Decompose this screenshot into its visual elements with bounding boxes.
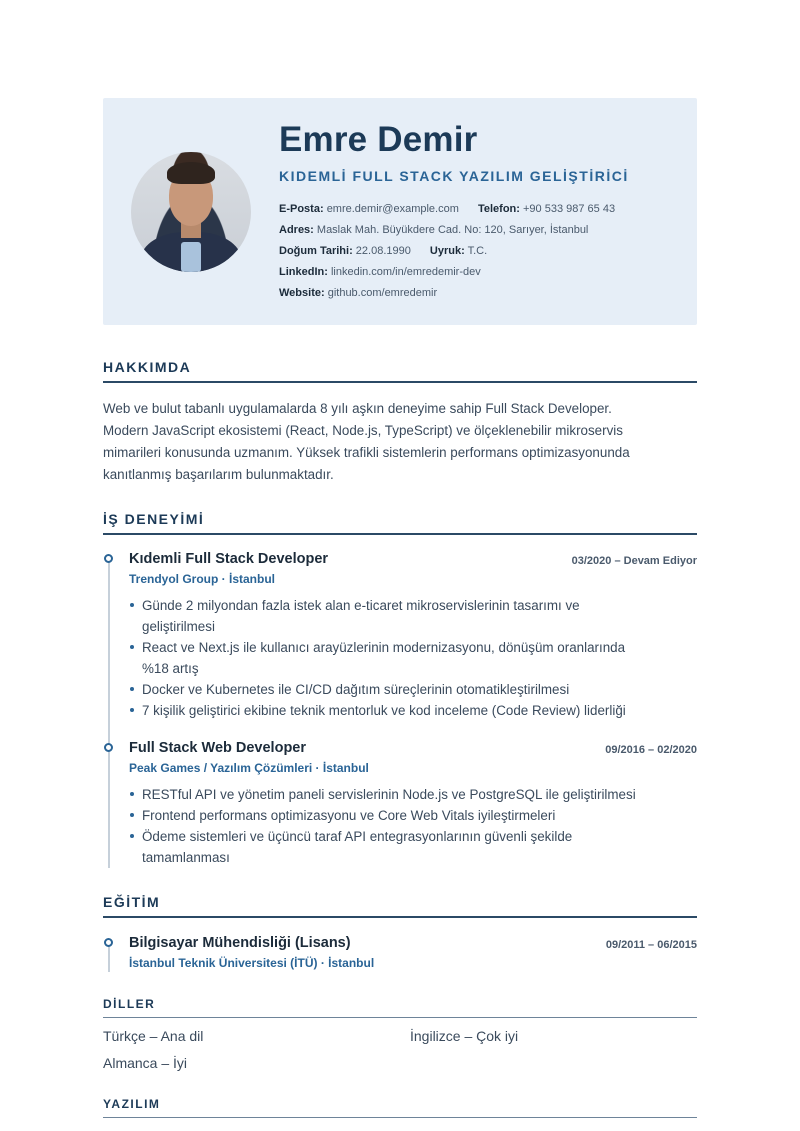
language-item: Türkçe – Ana dil (103, 1028, 204, 1044)
email-value: emre.demir@example.com (326, 203, 459, 215)
timeline-dot (104, 938, 113, 947)
education-date: 09/2011 – 06/2015 (605, 939, 697, 951)
job-company: Peak Games / Yazılım Çözümleri · İstanbul (129, 761, 369, 775)
candidate-name: Emre Demir (279, 120, 478, 159)
linkedin-link[interactable]: linkedin.com/in/emredemir-dev (330, 266, 481, 278)
school-name: İstanbul Teknik Üniversitesi (İTÜ) · İstanbul (129, 956, 375, 970)
contact-row-linkedin: LinkedIn: linkedin.com/in/emredemir-dev (279, 266, 481, 278)
job-company: Trendyol Group · İstanbul (129, 572, 276, 586)
timeline-dot (104, 554, 113, 563)
header-panel (103, 98, 697, 325)
about-text: Web ve bulut tabanlı uygulamalarda 8 yılı aşkın deneyime sahip Full Stack Developer. Modern JavaScript ekosistemi (React, Node.js, TypeScript) ve ölçeklenebilir mikroservis mimarileri konusunda uzmanım. Yüksek trafikli sistemlerin performans optimizasyonunda kanıtlanmış başarılarım bulunmaktadır. (103, 401, 630, 482)
job-bullets (129, 595, 699, 721)
list-item: Docker ve Kubernetes ile CI/CD dağıtım süreçlerinin otomatikleştirilmesi (129, 679, 699, 700)
experience-timeline (108, 558, 110, 868)
job-title-headline: KIDEMLİ FULL STACK YAZILIM GELİŞTİRİCİ (279, 168, 629, 184)
website-link[interactable]: github.com/emredemir (327, 287, 438, 299)
address-value: Maslak Mah. Büyükdere Cad. No: 120, Sarıyer, İstanbul (316, 224, 589, 236)
list-item: RESTful API ve yönetim paneli servislerinin Node.js ve PostgreSQL ile geliştirilmesi (129, 784, 699, 805)
list-item: React ve Next.js ile kullanıcı arayüzlerinin modernizasyonu, dönüşüm oranlarında %18 artış (129, 637, 699, 679)
job-title: Kıdemli Full Stack Developer (129, 551, 329, 567)
section-title-software: YAZILIM (103, 1097, 697, 1118)
list-item: Frontend performans optimizasyonu ve Core Web Vitals iyileştirmeleri (129, 805, 699, 826)
timeline-dot (104, 743, 113, 752)
profile-photo (131, 152, 251, 272)
nationality-value: T.C. (467, 245, 488, 257)
section-title-education: EĞİTİM (103, 894, 697, 918)
contact-row-birth-nationality: Doğum Tarihi: 22.08.1990 Uyruk: T.C. (279, 245, 488, 257)
job-bullets (129, 784, 699, 868)
phone-value: +90 533 987 65 43 (523, 203, 616, 215)
contact-row-website: Website: github.com/emredemir (279, 287, 438, 299)
contact-row-address: Adres: Maslak Mah. Büyükdere Cad. No: 120, Sarıyer, İstanbul (279, 224, 589, 236)
list-item: Günde 2 milyondan fazla istek alan e-ticaret mikroservislerinin tasarımı ve geliştirilmesi (129, 595, 699, 637)
section-title-languages: DİLLER (103, 997, 697, 1018)
birth-value: 22.08.1990 (355, 245, 411, 257)
job-title: Full Stack Web Developer (129, 740, 307, 756)
language-item: İngilizce – Çok iyi (410, 1028, 519, 1044)
list-item: Ödeme sistemleri ve üçüncü taraf API entegrasyonlarının güvenli şekilde tamamlanması (129, 826, 699, 868)
list-item: 7 kişilik geliştirici ekibine teknik mentorluk ve kod inceleme (Code Review) liderliği (129, 700, 699, 721)
section-title-about: HAKKIMDA (103, 359, 697, 383)
contact-row-email-phone: E-Posta: emre.demir@example.com Telefon: +90 533 987 65 43 (279, 203, 616, 215)
job-date: 03/2020 – Devam Ediyor (571, 555, 697, 567)
section-title-experience: İŞ DENEYİMİ (103, 511, 697, 535)
job-date: 09/2016 – 02/2020 (605, 744, 697, 756)
language-item: Almanca – İyi (103, 1055, 188, 1071)
degree-title: Bilgisayar Mühendisliği (Lisans) (129, 935, 351, 951)
